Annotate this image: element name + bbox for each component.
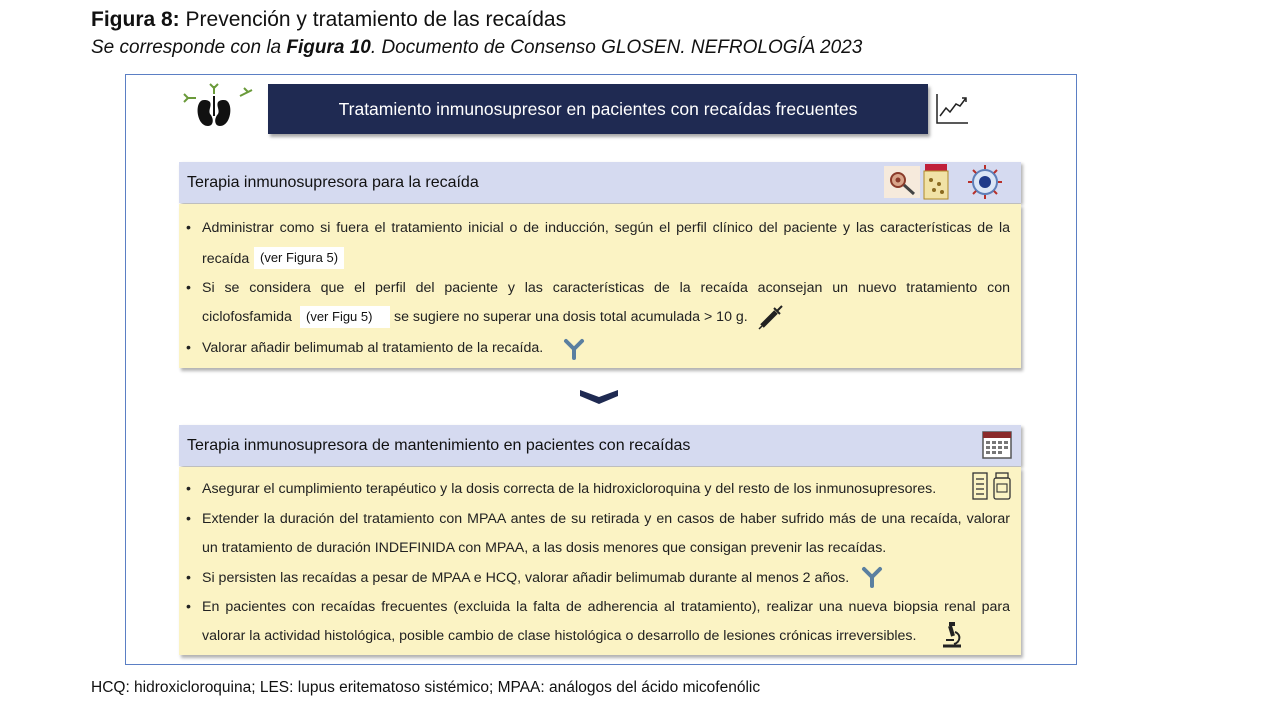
section2-bullet4-line1: En pacientes con recaídas frecuentes (excluida la falta de adherencia al tratamiento), realizar una nueva biopsia renal para xyxy=(202,599,1010,615)
section1-bullet2-line2a: ciclofosfamida xyxy=(202,309,292,325)
header-banner: Tratamiento inmunosupresor en pacientes con recaídas frecuentes xyxy=(268,84,928,134)
section1-bullet1-line2: recaída xyxy=(202,251,250,267)
section2-bullet3: Si persisten las recaídas a pesar de MPAA e HCQ, valorar añadir belimumab durante al menos 2 años. xyxy=(202,570,850,586)
section1-bullet1-dot: • xyxy=(186,220,191,236)
section2-bullet4-dot: • xyxy=(186,599,191,615)
subtitle-post: . Documento de Consenso GLOSEN. NEFROLOGÍA 2023 xyxy=(370,37,863,58)
cell-target-icon xyxy=(964,163,1006,201)
section1-bullet3-dot: • xyxy=(186,340,191,356)
figure-title-text: Prevención y tratamiento de las recaídas xyxy=(185,8,567,31)
footer-abbreviations: HCQ: hidroxicloroquina; LES: lupus eritematoso sistémico; MPAA: análogos del ácido micofenólic xyxy=(91,679,761,696)
figure-label: Figura 8: xyxy=(91,8,180,31)
subtitle-pre: Se corresponde con la xyxy=(91,37,287,58)
antibody-icon xyxy=(860,564,884,588)
figure-subtitle xyxy=(91,37,862,59)
section1-bullet2-line1: Si se considera que el perfil del paciente y las características de la recaída aconsejan un nuevo tratamiento con xyxy=(202,280,1010,296)
section2-bullet2-line1: Extender la duración del tratamiento con MPAA antes de su retirada y en casos de haber sufrido más de una recaída, valorar xyxy=(202,511,1010,527)
section1-bullet2-line2b: se sugiere no superar una dosis total acumulada > 10 g. xyxy=(394,309,748,325)
calendar-icon xyxy=(982,431,1012,459)
section2-bullet2-line2: un tratamiento de duración INDEFINIDA con MPAA, a las dosis menores que consigan prevenir las recaídas. xyxy=(202,540,887,556)
section1-bullet2-dot: • xyxy=(186,280,191,296)
section1-bullet1-ref: (ver Figura 5) xyxy=(254,247,344,269)
section2-title-text: Terapia inmunosupresora de mantenimiento en pacientes con recaídas xyxy=(187,437,691,454)
section1-bullet3: Valorar añadir belimumab al tratamiento de la recaída. xyxy=(202,340,544,356)
down-arrow-icon xyxy=(580,390,618,406)
checklist-icon xyxy=(970,472,990,500)
microscope-icon xyxy=(940,620,964,648)
section1-bullet1-line1: Administrar como si fuera el tratamiento inicial o de inducción, según el perfil clínico del paciente y las características de la xyxy=(202,220,1010,236)
section2-bullet1: Asegurar el cumplimiento terapéutico y la dosis correcta de la hidroxicloroquina y del resto de los inmunosupresores. xyxy=(202,481,937,497)
subtitle-ref: Figura 10 xyxy=(286,37,371,58)
section1-bullet2-ref: (ver Figu 5) xyxy=(300,306,390,328)
syringe-icon xyxy=(758,304,784,330)
pill-jar-icon xyxy=(922,164,950,200)
kidney-icon xyxy=(178,82,258,132)
section2-bullet2-dot: • xyxy=(186,511,191,527)
section2-bullet1-dot: • xyxy=(186,481,191,497)
section1-title-text: Terapia inmunosupresora para la recaída xyxy=(187,174,479,191)
section2-bullet3-dot: • xyxy=(186,570,191,586)
chart-trend-icon xyxy=(934,92,970,126)
section2-title xyxy=(179,425,1021,466)
microscope-sample-icon xyxy=(884,166,920,198)
figure-title xyxy=(91,8,566,32)
section2-bullet4-line2: valorar la actividad histológica, posible cambio de clase histológica o desarrollo de lesiones crónicas irreversibles. xyxy=(202,628,917,644)
pill-bottle-icon xyxy=(992,472,1014,500)
antibody-icon xyxy=(562,336,586,360)
